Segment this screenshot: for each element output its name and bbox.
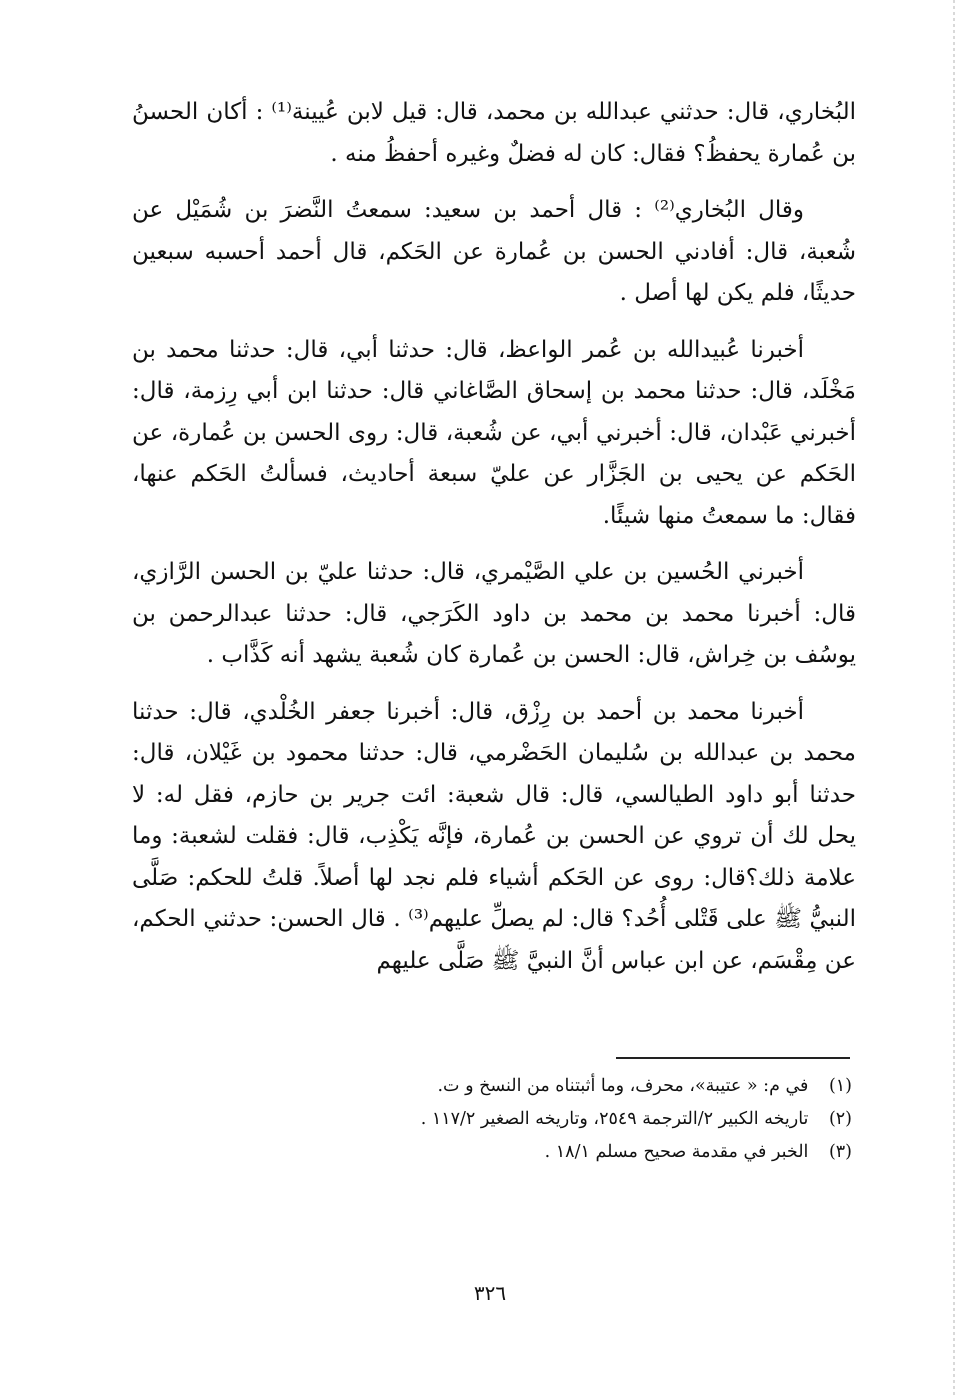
paragraph-5: أخبرنا محمد بن أحمد بن رِزْق، قال: أخبرنا جعفر الخُلْدي، قال: حدثنا محمد بن عبدالله بن سُليمان الحَضْرمي، قال: حدثنا محمود بن غَيْلان، قال: حدثنا أبو داود الطيالسي، قال: قال شعبة: ائت جرير بن حازم، فقل له: لا يحل لك أن تروي عن الحسن بن عُمارة، فإنَّه يَكْذِب، قال: فقلت لشعبة: وما علامة ذلك؟قال: روى عن الحَكم أشياء فلم نجد لها أصلاً. قلتُ للحكم: صَلَّى النبيُّ ﷺ على قَتْلى أُحُد؟ قال: لم يصلِّ عليهم⁽³⁾ . قال الحسن: حدثني الحكم، عن مِقْسَم، عن ابن عباس أنَّ النبيَّ ﷺ صَلَّى عليهم [132, 698, 856, 974]
page-number: ٣٢٦ [473, 1281, 507, 1305]
paragraph-1: البُخاري، قال: حدثني عبدالله بن محمد، قال: قيل لابن عُيينة⁽¹⁾ : أكان الحسنُ بن عُمارة يحفظُ؟ فقال: كان له فضلٌ وغيره أحفظُ منه . [132, 99, 856, 167]
footnote-separator [616, 1057, 850, 1059]
footnote-text: الخبر في مقدمة صحيح مسلم ١٨/١ . [544, 1142, 809, 1162]
paragraph-4: أخبرني الحُسين بن علي الصَّيْمري، قال: حدثنا عليّ بن الحسن الرَّازي، قال: أخبرنا محمد بن محمد بن داود الكَرَجي، قال: حدثنا عبدالرحمن بن يوسُف بن خِراش، قال: الحسن بن عُمارة كان شُعبة يشهد أنه كَذَّاب . [132, 559, 856, 668]
footnote-2 [300, 1103, 852, 1136]
main-text [132, 92, 856, 997]
footnote-number: (٣) [828, 1142, 852, 1162]
footnote-text: تاريخه الكبير ٢/الترجمة ٢٥٤٩، وتاريخه الصغير ١١٧/٢ . [420, 1109, 809, 1129]
paragraph-3: أخبرنا عُبيدالله بن عُمر الواعظ، قال: حدثنا أبي، قال: حدثنا محمد بن مَخْلَد، قال: حدثنا محمد بن إسحاق الصَّاغاني قال: حدثنا ابن أبي رِزمة، قال: أخبرني عَبْدان، قال: أخبرني أبي، عن شُعبة، قال: روى الحسن بن عُمارة، عن الحَكم عن يحيى بن الجَزَّار عن عليّ سبعة أحاديث، فسألتُ الحَكم عنها، فقال: ما سمعتُ منها شيئًا. [132, 336, 856, 529]
footnote-number: (٢) [828, 1109, 852, 1129]
footnote-3 [300, 1136, 852, 1169]
footnote-1 [300, 1070, 852, 1103]
footnote-number: (١) [828, 1076, 852, 1096]
paragraph-2: وقال البُخاري⁽²⁾ : قال أحمد بن سعيد: سمعتُ النَّضرَ بن شُمَيْل عن شُعبة، قال: أفادني الحسن بن عُمارة عن الحَكم، قال أحمد أحسبه سبعين حديثًا، فلم يكن لها أصل . [132, 197, 856, 306]
footnote-text: في م: « عتيبة»، محرف، وما أثبتناه من النسخ و ت. [437, 1076, 809, 1096]
scan-edge [953, 0, 955, 1397]
footnotes [300, 1070, 852, 1169]
